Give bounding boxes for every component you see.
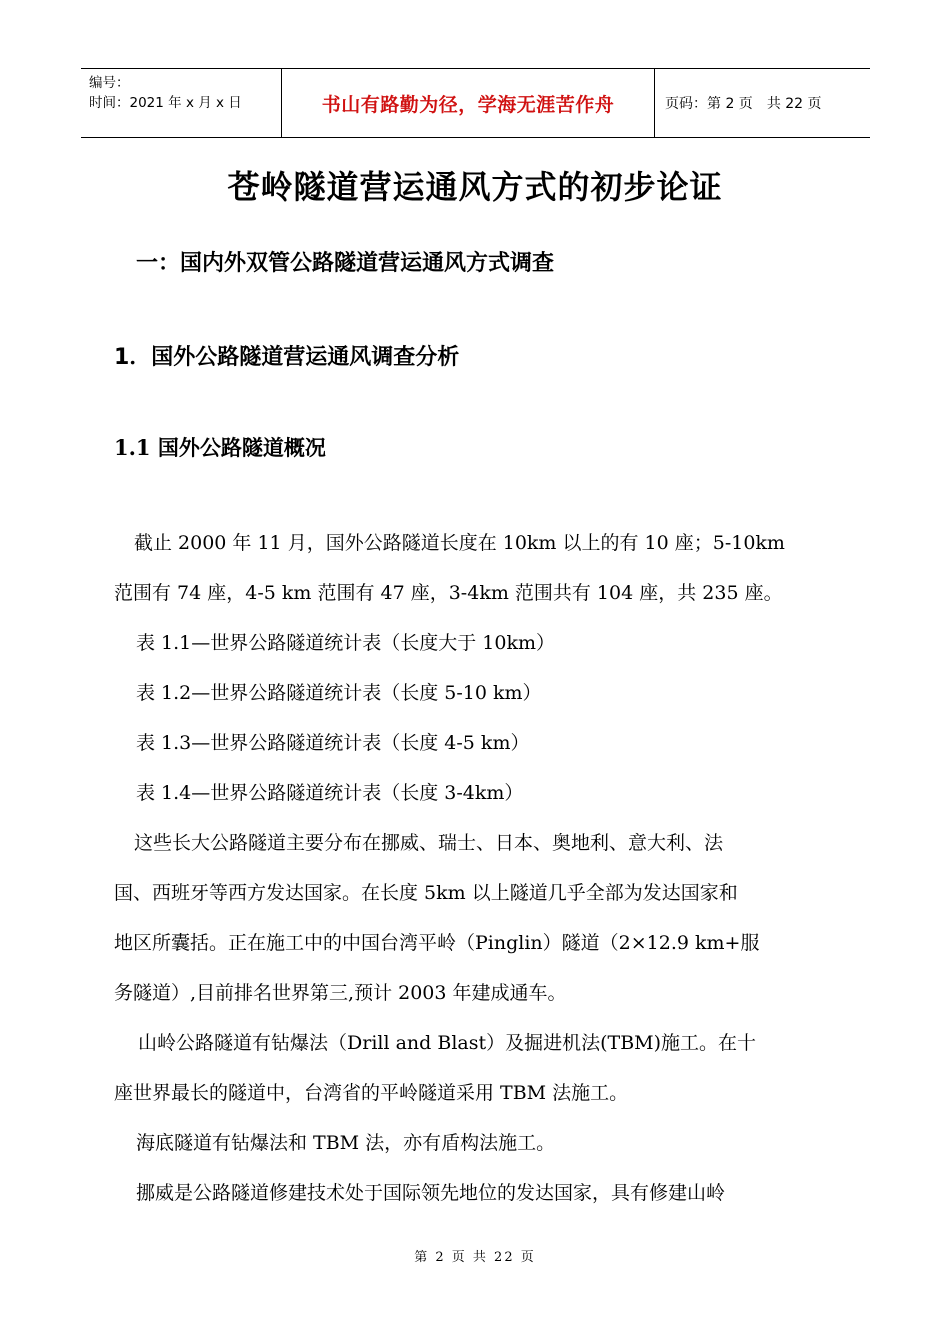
table-caption-1-1: 表 1.1—世界公路隧道统计表（长度大于 10km） — [136, 632, 556, 654]
body-line: 这些长大公路隧道主要分布在挪威、瑞士、日本、奥地利、意大利、法 — [134, 832, 724, 854]
document-title: 苍岭隧道营运通风方式的初步论证 — [227, 168, 723, 206]
page-footer: 第 2 页 共 22 页 — [414, 1250, 536, 1265]
motto-text: 书山有路勤为径，学海无涯苦作舟 — [321, 93, 615, 116]
body-line: 海底隧道有钻爆法和 TBM 法，亦有盾构法施工。 — [136, 1132, 556, 1154]
document-header — [81, 68, 870, 138]
body-line: 座世界最长的隧道中，台湾省的平岭隧道采用 TBM 法施工。 — [114, 1082, 629, 1104]
section-heading-1-1-1: 1.1 国外公路隧道概况 — [114, 435, 326, 460]
header-left-cell — [81, 69, 281, 137]
number-label: 编号： — [89, 75, 130, 91]
body-line: 地区所囊括。正在施工中的中国台湾平岭（Pinglin）隧道（2×12.9 km+服 — [114, 932, 760, 954]
time-label: 时间：2021 年 x 月 x 日 — [89, 95, 242, 111]
body-line: 务隧道）,目前排名世界第三,预计 2003 年建成通车。 — [114, 982, 567, 1004]
body-line: 挪威是公路隧道修建技术处于国际领先地位的发达国家，具有修建山岭 — [136, 1182, 726, 1204]
table-caption-1-2: 表 1.2—世界公路隧道统计表（长度 5-10 km） — [136, 682, 542, 704]
section-heading-1-1: 1．国外公路隧道营运通风调查分析 — [114, 345, 460, 370]
section-heading-1: 一：国内外双管公路隧道营运通风方式调查 — [136, 251, 555, 276]
body-line: 山岭公路隧道有钻爆法（Drill and Blast）及掘进机法(TBM)施工。在十 — [138, 1032, 757, 1054]
table-caption-1-3: 表 1.3—世界公路隧道统计表（长度 4-5 km） — [136, 732, 530, 754]
header-right-cell — [655, 69, 870, 137]
header-middle-cell — [281, 69, 655, 137]
page-label: 页码：第 2 页 — [665, 96, 753, 112]
table-caption-1-4: 表 1.4—世界公路隧道统计表（长度 3-4km） — [136, 782, 524, 804]
total-pages-label: 共 22 页 — [766, 96, 822, 112]
body-line: 范围有 74 座，4-5 km 范围有 47 座，3-4km 范围共有 104 座，共 235 座。 — [114, 582, 783, 604]
body-line: 截止 2000 年 11 月，国外公路隧道长度在 10km 以上的有 10 座；5-10km — [134, 532, 785, 554]
body-line: 国、西班牙等西方发达国家。在长度 5km 以上隧道几乎全部为发达国家和 — [114, 882, 738, 904]
